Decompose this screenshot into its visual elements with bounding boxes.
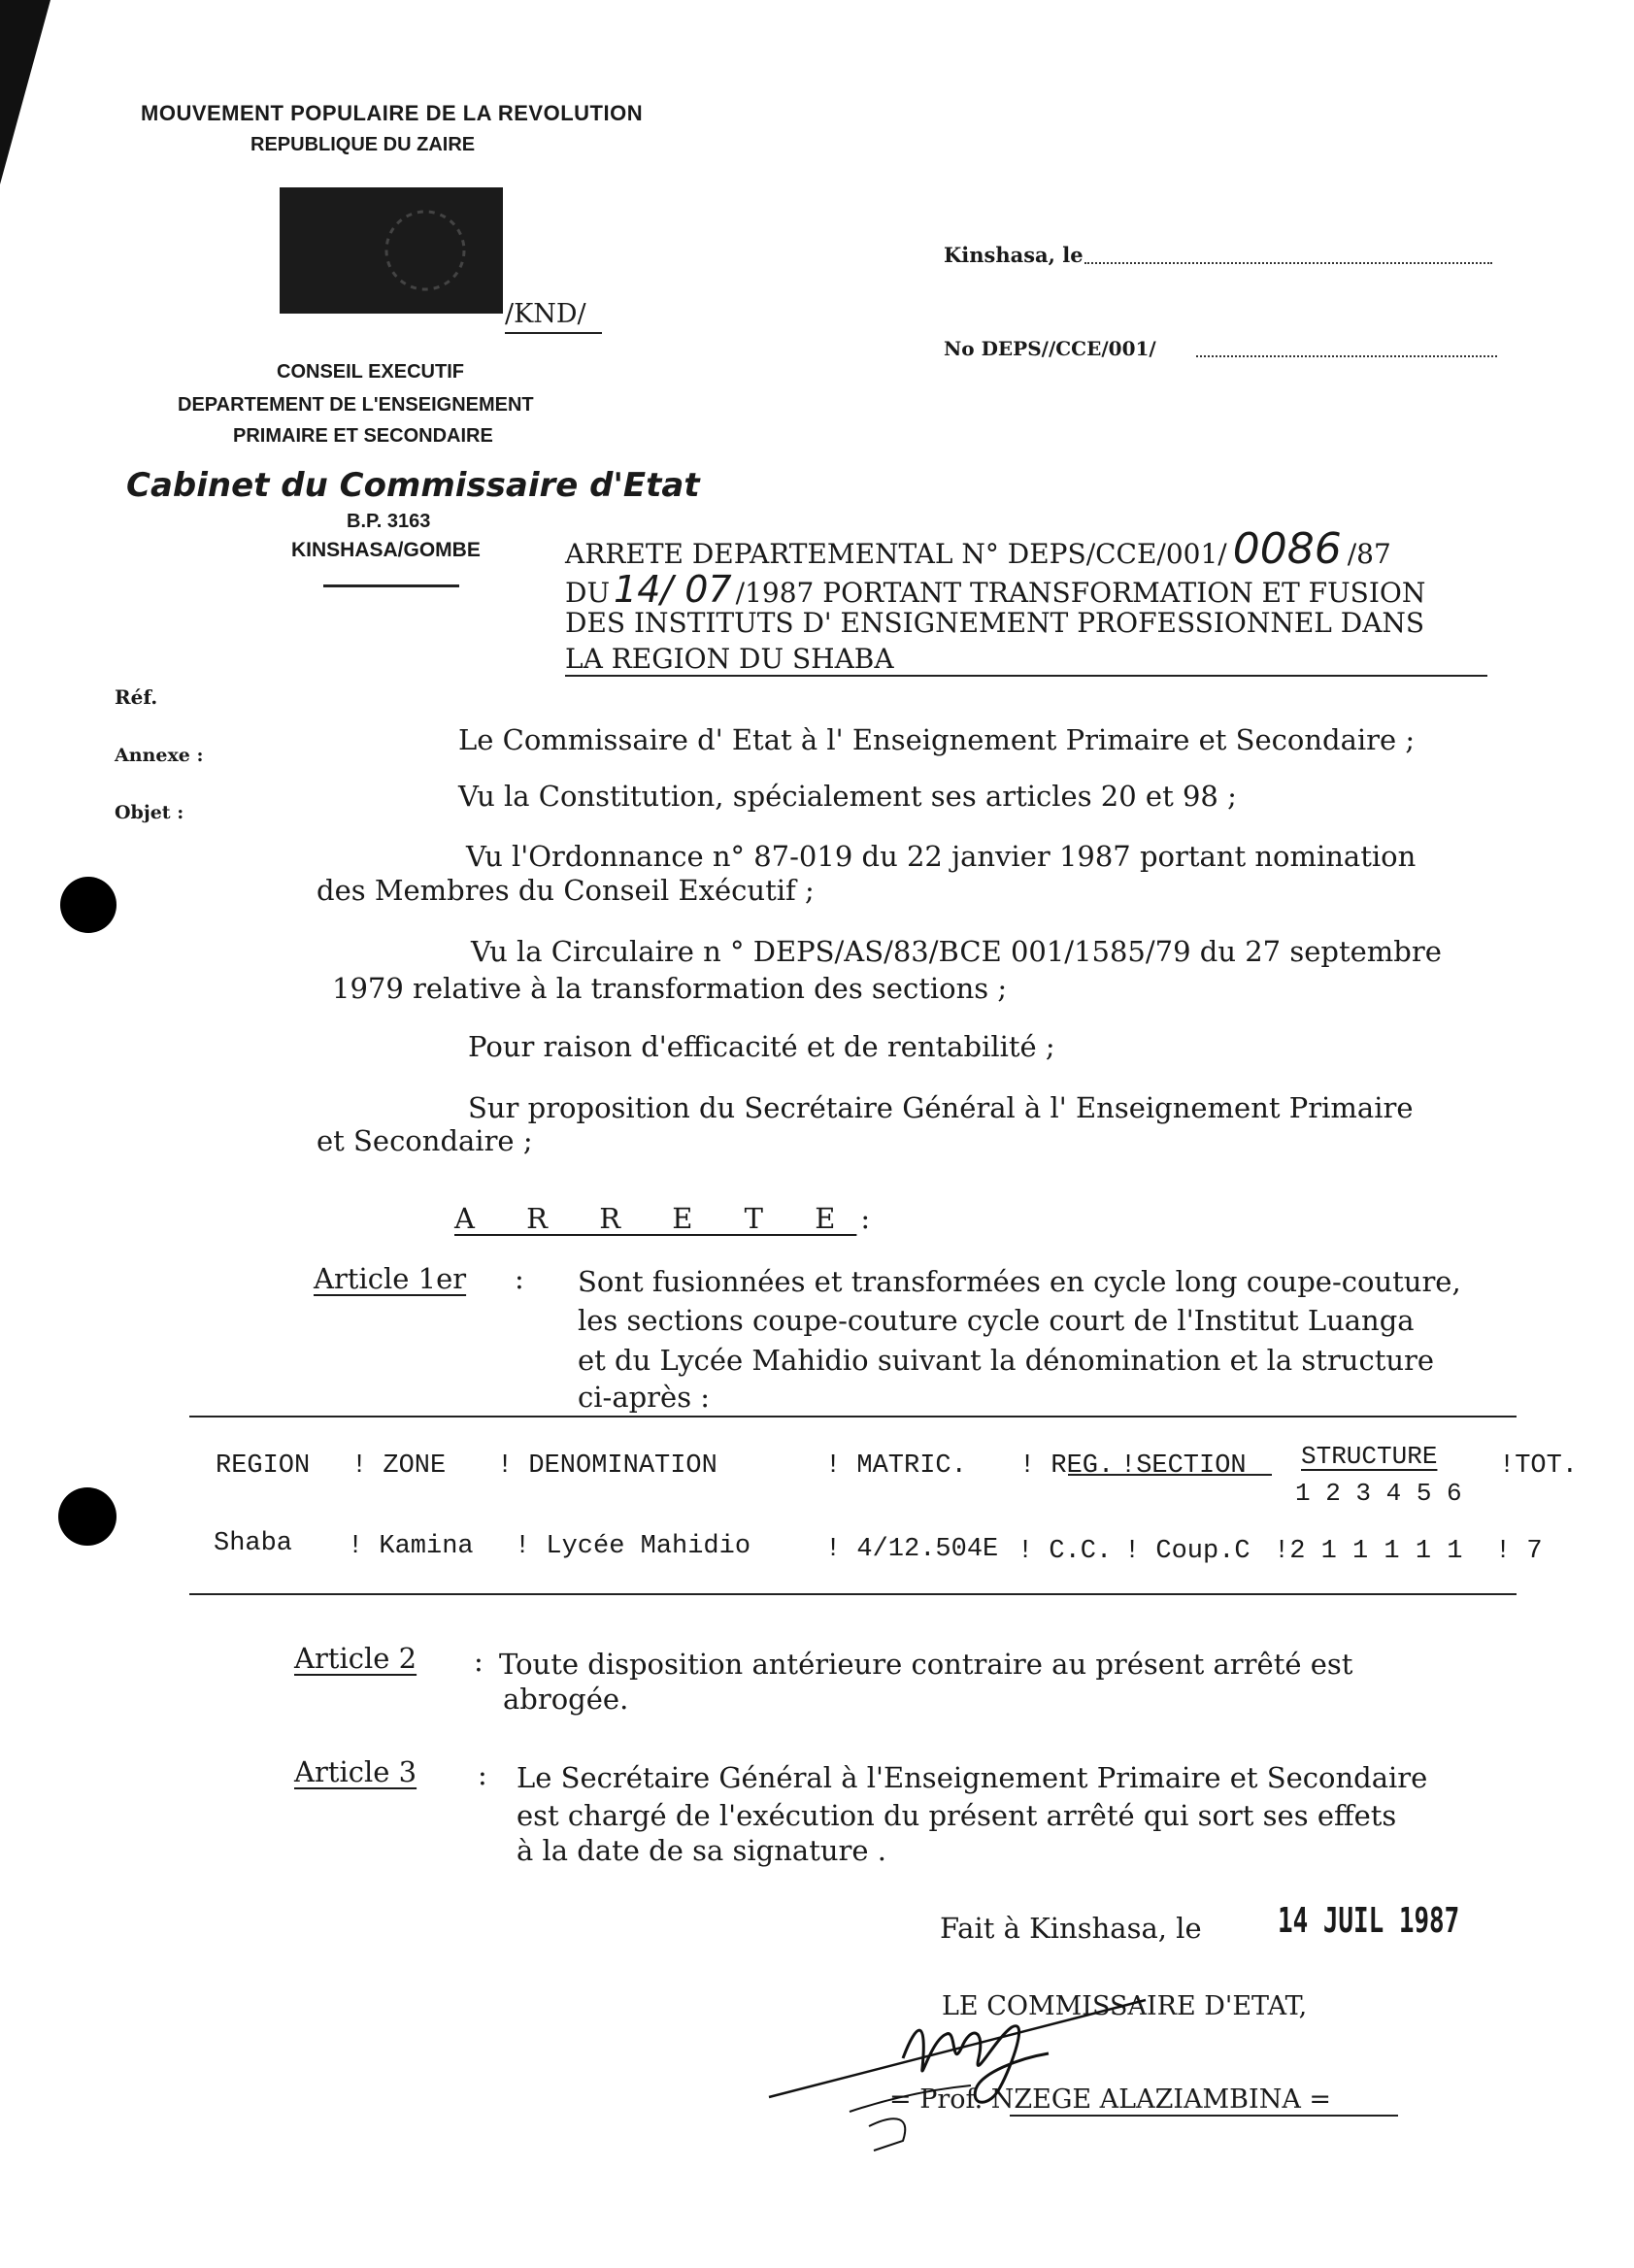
city: KINSHASA/GOMBE bbox=[291, 539, 481, 561]
preamble-p5: Pour raison d'efficacité et de rentabilité ; bbox=[468, 1030, 1055, 1063]
emblem-icon bbox=[280, 187, 503, 314]
article3-l1: Le Secrétaire Général à l'Enseignement Primaire et Secondaire bbox=[517, 1761, 1428, 1794]
title-underline bbox=[565, 675, 1487, 677]
cell-region: Shaba bbox=[214, 1529, 293, 1558]
signature-fait: Fait à Kinshasa, le bbox=[940, 1912, 1202, 1945]
handwritten-decree-number: 0086 bbox=[1232, 524, 1342, 574]
cell-section: ! Coup.C bbox=[1124, 1537, 1251, 1566]
table-bottom-rule bbox=[189, 1593, 1517, 1595]
letterhead-line1: MOUVEMENT POPULAIRE DE LA REVOLUTION bbox=[141, 101, 644, 125]
article1-l3: et du Lycée Mahidio suivant la dénomination et la structure bbox=[578, 1344, 1435, 1377]
letterhead-line2: REPUBLIQUE DU ZAIRE bbox=[250, 134, 476, 155]
table-row bbox=[214, 1524, 1592, 1568]
preamble-p1: Le Commissaire d' Etat à l' Enseignement Primaire et Secondaire ; bbox=[458, 723, 1416, 756]
title-line2-suffix: /1987 PORTANT TRANSFORMATION ET FUSION bbox=[735, 577, 1426, 609]
page-edge-shadow bbox=[0, 0, 58, 2268]
cabinet-title: Cabinet du Commissaire d'Etat bbox=[126, 466, 700, 505]
dateline-label: Kinshasa, le bbox=[944, 243, 1084, 267]
article2-label: Article 2 bbox=[294, 1642, 417, 1675]
handwritten-decree-date: 14/ 07 bbox=[614, 568, 732, 611]
preamble-p6a: Sur proposition du Secrétaire Général à l' Enseignement Primaire bbox=[468, 1091, 1414, 1124]
col-header-denomination: ! DENOMINATION bbox=[497, 1451, 717, 1481]
article3-l3: à la date de sa signature . bbox=[517, 1834, 886, 1867]
title-line2 bbox=[565, 568, 1425, 611]
col-header-structure: STRUCTURE bbox=[1301, 1442, 1438, 1471]
cell-structure: !2 1 1 1 1 1 bbox=[1274, 1537, 1463, 1566]
title-line1 bbox=[565, 524, 1391, 574]
letterhead-dept3: PRIMAIRE ET SECONDAIRE bbox=[233, 425, 493, 447]
article1-colon: : bbox=[515, 1262, 524, 1295]
cell-total: ! 7 bbox=[1495, 1537, 1543, 1566]
preamble-p2: Vu la Constitution, spécialement ses articles 20 et 98 ; bbox=[458, 780, 1237, 813]
title-line1-suffix: /87 bbox=[1347, 538, 1391, 570]
title-line3: DES INSTITUTS D' ENSIGNEMENT PROFESSIONNEL DANS bbox=[565, 607, 1425, 639]
arrete-heading-colon: : bbox=[860, 1202, 871, 1235]
knd-underline bbox=[505, 332, 602, 334]
signature-stamp-date: 14 JUIL 1987 bbox=[1278, 1901, 1460, 1941]
signature-name: = Prof. NZEGE ALAZIAMBINA = bbox=[889, 2085, 1332, 2115]
margin-ref: Réf. bbox=[115, 685, 158, 709]
margin-objet: Objet : bbox=[115, 802, 184, 823]
arrete-heading bbox=[454, 1199, 870, 1239]
emblem-seal bbox=[280, 187, 503, 314]
article1-label: Article 1er bbox=[314, 1262, 467, 1295]
margin-annexe: Annexe : bbox=[115, 745, 204, 766]
preamble-p4a: Vu la Circulaire n ° DEPS/AS/83/BCE 001/1585/79 du 27 septembre bbox=[471, 935, 1442, 968]
hole-punch-bottom bbox=[58, 1487, 117, 1546]
cell-denomination: ! Lycée Mahidio bbox=[515, 1532, 751, 1561]
knd-reference: /KND/ bbox=[505, 299, 586, 329]
reference-number-blank bbox=[1196, 355, 1497, 357]
col-header-region: REGION bbox=[216, 1451, 311, 1481]
preamble-p3a: Vu l'Ordonnance n° 87-019 du 22 janvier 1987 portant nomination bbox=[466, 840, 1417, 873]
cell-zone: ! Kamina bbox=[348, 1532, 474, 1561]
arrete-heading-text: A R R E T E bbox=[454, 1202, 857, 1235]
article1-l4: ci-après : bbox=[578, 1381, 711, 1414]
signature-title: LE COMMISSAIRE D'ETAT, bbox=[942, 1991, 1308, 2021]
article3-label: Article 3 bbox=[294, 1755, 417, 1788]
title-line4: LA REGION DU SHABA bbox=[565, 643, 894, 675]
reference-number-label: No DEPS//CCE/001/ bbox=[944, 337, 1156, 360]
title-line1-prefix: ARRETE DEPARTEMENTAL N° DEPS/CCE/001/ bbox=[565, 538, 1227, 570]
article3-l2: est chargé de l'exécution du présent arrêté qui sort ses effets bbox=[517, 1799, 1397, 1832]
table-header-row bbox=[216, 1442, 1594, 1508]
cell-reg: ! C.C. bbox=[1017, 1537, 1113, 1566]
article1-l2: les sections coupe-couture cycle court de l'Institut Luanga bbox=[578, 1304, 1415, 1337]
preamble-p6b: et Secondaire ; bbox=[317, 1124, 533, 1157]
col-header-structure-sub: 1 2 3 4 5 6 bbox=[1295, 1479, 1462, 1508]
cell-matric: ! 4/12.504E bbox=[825, 1535, 999, 1564]
table-header-rule bbox=[1068, 1474, 1272, 1476]
col-header-total: !TOT. bbox=[1499, 1451, 1579, 1481]
article2-l2: abrogée. bbox=[503, 1683, 629, 1716]
col-header-section: !SECTION bbox=[1120, 1451, 1247, 1481]
letterhead-dept2: DEPARTEMENT DE L'ENSEIGNEMENT bbox=[178, 394, 534, 416]
article1-l1: Sont fusionnées et transformées en cycle long coupe-couture, bbox=[578, 1265, 1461, 1298]
table-top-rule bbox=[189, 1416, 1517, 1418]
hole-punch-top bbox=[60, 877, 117, 933]
preamble-p3b: des Membres du Conseil Exécutif ; bbox=[317, 874, 815, 907]
article3-colon: : bbox=[478, 1758, 487, 1791]
article2-l1: Toute disposition antérieure contraire au présent arrêté est bbox=[499, 1648, 1353, 1681]
preamble-p4b: 1979 relative à la transformation des sections ; bbox=[332, 972, 1008, 1005]
col-header-matric: ! MATRIC. bbox=[825, 1451, 967, 1481]
title-line2-prefix: DU bbox=[565, 577, 611, 609]
article2-colon: : bbox=[474, 1645, 484, 1678]
letterhead-dept1: CONSEIL EXECUTIF bbox=[277, 361, 464, 383]
col-header-zone: ! ZONE bbox=[351, 1451, 447, 1481]
postal-box: B.P. 3163 bbox=[347, 511, 431, 532]
col-header-reg: ! REG. bbox=[1019, 1451, 1115, 1481]
city-underline bbox=[323, 584, 459, 587]
dateline-blank bbox=[1084, 262, 1492, 264]
handwritten-signature bbox=[757, 1981, 1165, 2155]
